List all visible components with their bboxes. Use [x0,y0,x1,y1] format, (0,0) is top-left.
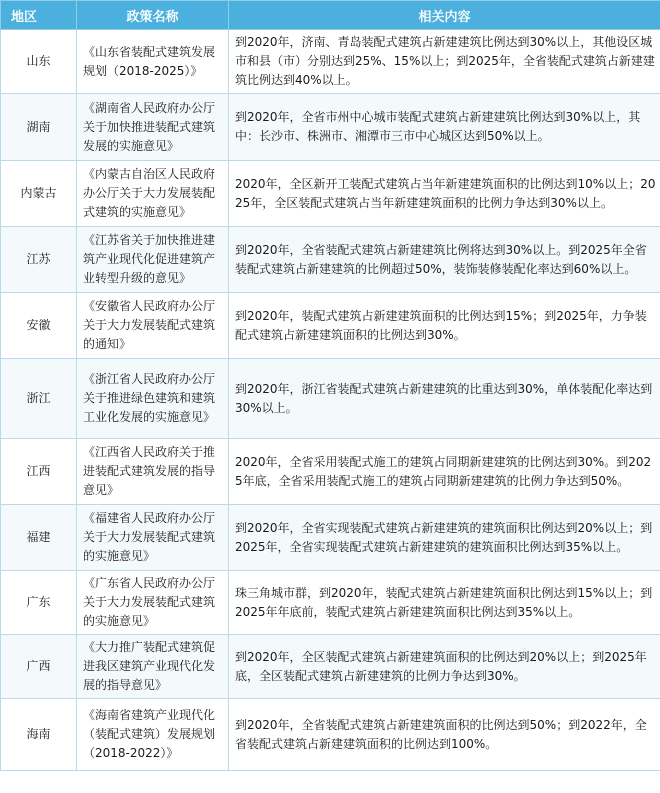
content-cell: 到2020年，济南、青岛装配式建筑占新建建筑比例达到30%以上，其他设区城市和县（市）分别达到25%、15%以上；到2025年，全省装配式建筑占新建建筑比例达到40%以上。 [229,30,660,94]
policy-name-cell: 《广东省人民政府办公厅关于大力发展装配式建筑的实施意见》 [77,571,229,635]
content-cell: 到2020年，全省装配式建筑占新建建筑比例将达到30%以上。到2025年全省装配式建筑占新建建筑的比例超过50%，装饰装修装配化率达到60%以上。 [229,227,660,293]
region-cell: 安徽 [1,293,77,359]
region-cell: 广东 [1,571,77,635]
region-cell: 江苏 [1,227,77,293]
policy-name-cell: 《海南省建筑产业现代化（装配式建筑）发展规划（2018-2022）》 [77,699,229,771]
region-cell: 浙江 [1,359,77,439]
table-header-row [1,1,660,30]
content-cell: 到2020年，全区装配式建筑占新建建筑面积的比例达到20%以上；到2025年底，全区装配式建筑占新建建筑的比例力争达到30%。 [229,635,660,699]
region-cell: 福建 [1,505,77,571]
table-row [1,161,660,227]
region-cell: 内蒙古 [1,161,77,227]
region-cell: 江西 [1,439,77,505]
table-row [1,439,660,505]
policy-name-cell: 《江苏省关于加快推进建筑产业现代化促进建筑产业转型升级的意见》 [77,227,229,293]
table-row [1,505,660,571]
region-cell: 湖南 [1,94,77,161]
table-row [1,293,660,359]
policy-name-cell: 《山东省装配式建筑发展规划（2018-2025）》 [77,30,229,94]
content-cell: 到2020年，装配式建筑占新建建筑面积的比例达到15%；到2025年，力争装配式建筑占新建建筑面积的比例达到30%。 [229,293,660,359]
region-cell: 山东 [1,30,77,94]
content-cell: 2020年，全省采用装配式施工的建筑占同期新建建筑的比例达到30%。到2025年底，全省采用装配式施工的建筑占同期新建建筑的比例力争达到50%。 [229,439,660,505]
content-cell: 到2020年，全省装配式建筑占新建建筑面积的比例达到50%；到2022年，全省装配式建筑占新建建筑面积的比例达到100%。 [229,699,660,771]
content-cell: 珠三角城市群，到2020年，装配式建筑占新建建筑面积比例达到15%以上；到2025年年底前，装配式建筑占新建建筑面积比例达到35%以上。 [229,571,660,635]
table-row [1,30,660,94]
table-row [1,635,660,699]
policy-name-cell: 《安徽省人民政府办公厅关于大力发展装配式建筑的通知》 [77,293,229,359]
policy-name-cell: 《浙江省人民政府办公厅关于推进绿色建筑和建筑工业化发展的实施意见》 [77,359,229,439]
table-row [1,359,660,439]
policy-name-cell: 《湖南省人民政府办公厅关于加快推进装配式建筑发展的实施意见》 [77,94,229,161]
table-row [1,227,660,293]
header-content: 相关内容 [229,1,660,30]
policy-name-cell: 《福建省人民政府办公厅关于大力发展装配式建筑的实施意见》 [77,505,229,571]
content-cell: 到2020年，全省实现装配式建筑占新建建筑的建筑面积比例达到20%以上；到2025年，全省实现装配式建筑占新建建筑的建筑面积比例达到35%以上。 [229,505,660,571]
table-row [1,94,660,161]
table-row [1,571,660,635]
table-row [1,699,660,771]
region-cell: 广西 [1,635,77,699]
content-cell: 到2020年，浙江省装配式建筑占新建建筑的比重达到30%，单体装配化率达到30%以上。 [229,359,660,439]
policy-name-cell: 《大力推广装配式建筑促进我区建筑产业现代化发展的指导意见》 [77,635,229,699]
header-policy: 政策名称 [77,1,229,30]
header-region: 地区 [1,1,77,30]
content-cell: 到2020年，全省市州中心城市装配式建筑占新建建筑比例达到30%以上，其中：长沙市、株洲市、湘潭市三市中心城区达到50%以上。 [229,94,660,161]
policy-name-cell: 《江西省人民政府关于推进装配式建筑发展的指导意见》 [77,439,229,505]
content-cell: 2020年，全区新开工装配式建筑占当年新建建筑面积的比例达到10%以上；2025年，全区装配式建筑占当年新建建筑面积的比例力争达到30%以上。 [229,161,660,227]
region-cell: 海南 [1,699,77,771]
policy-name-cell: 《内蒙古自治区人民政府办公厅关于大力发展装配式建筑的实施意见》 [77,161,229,227]
